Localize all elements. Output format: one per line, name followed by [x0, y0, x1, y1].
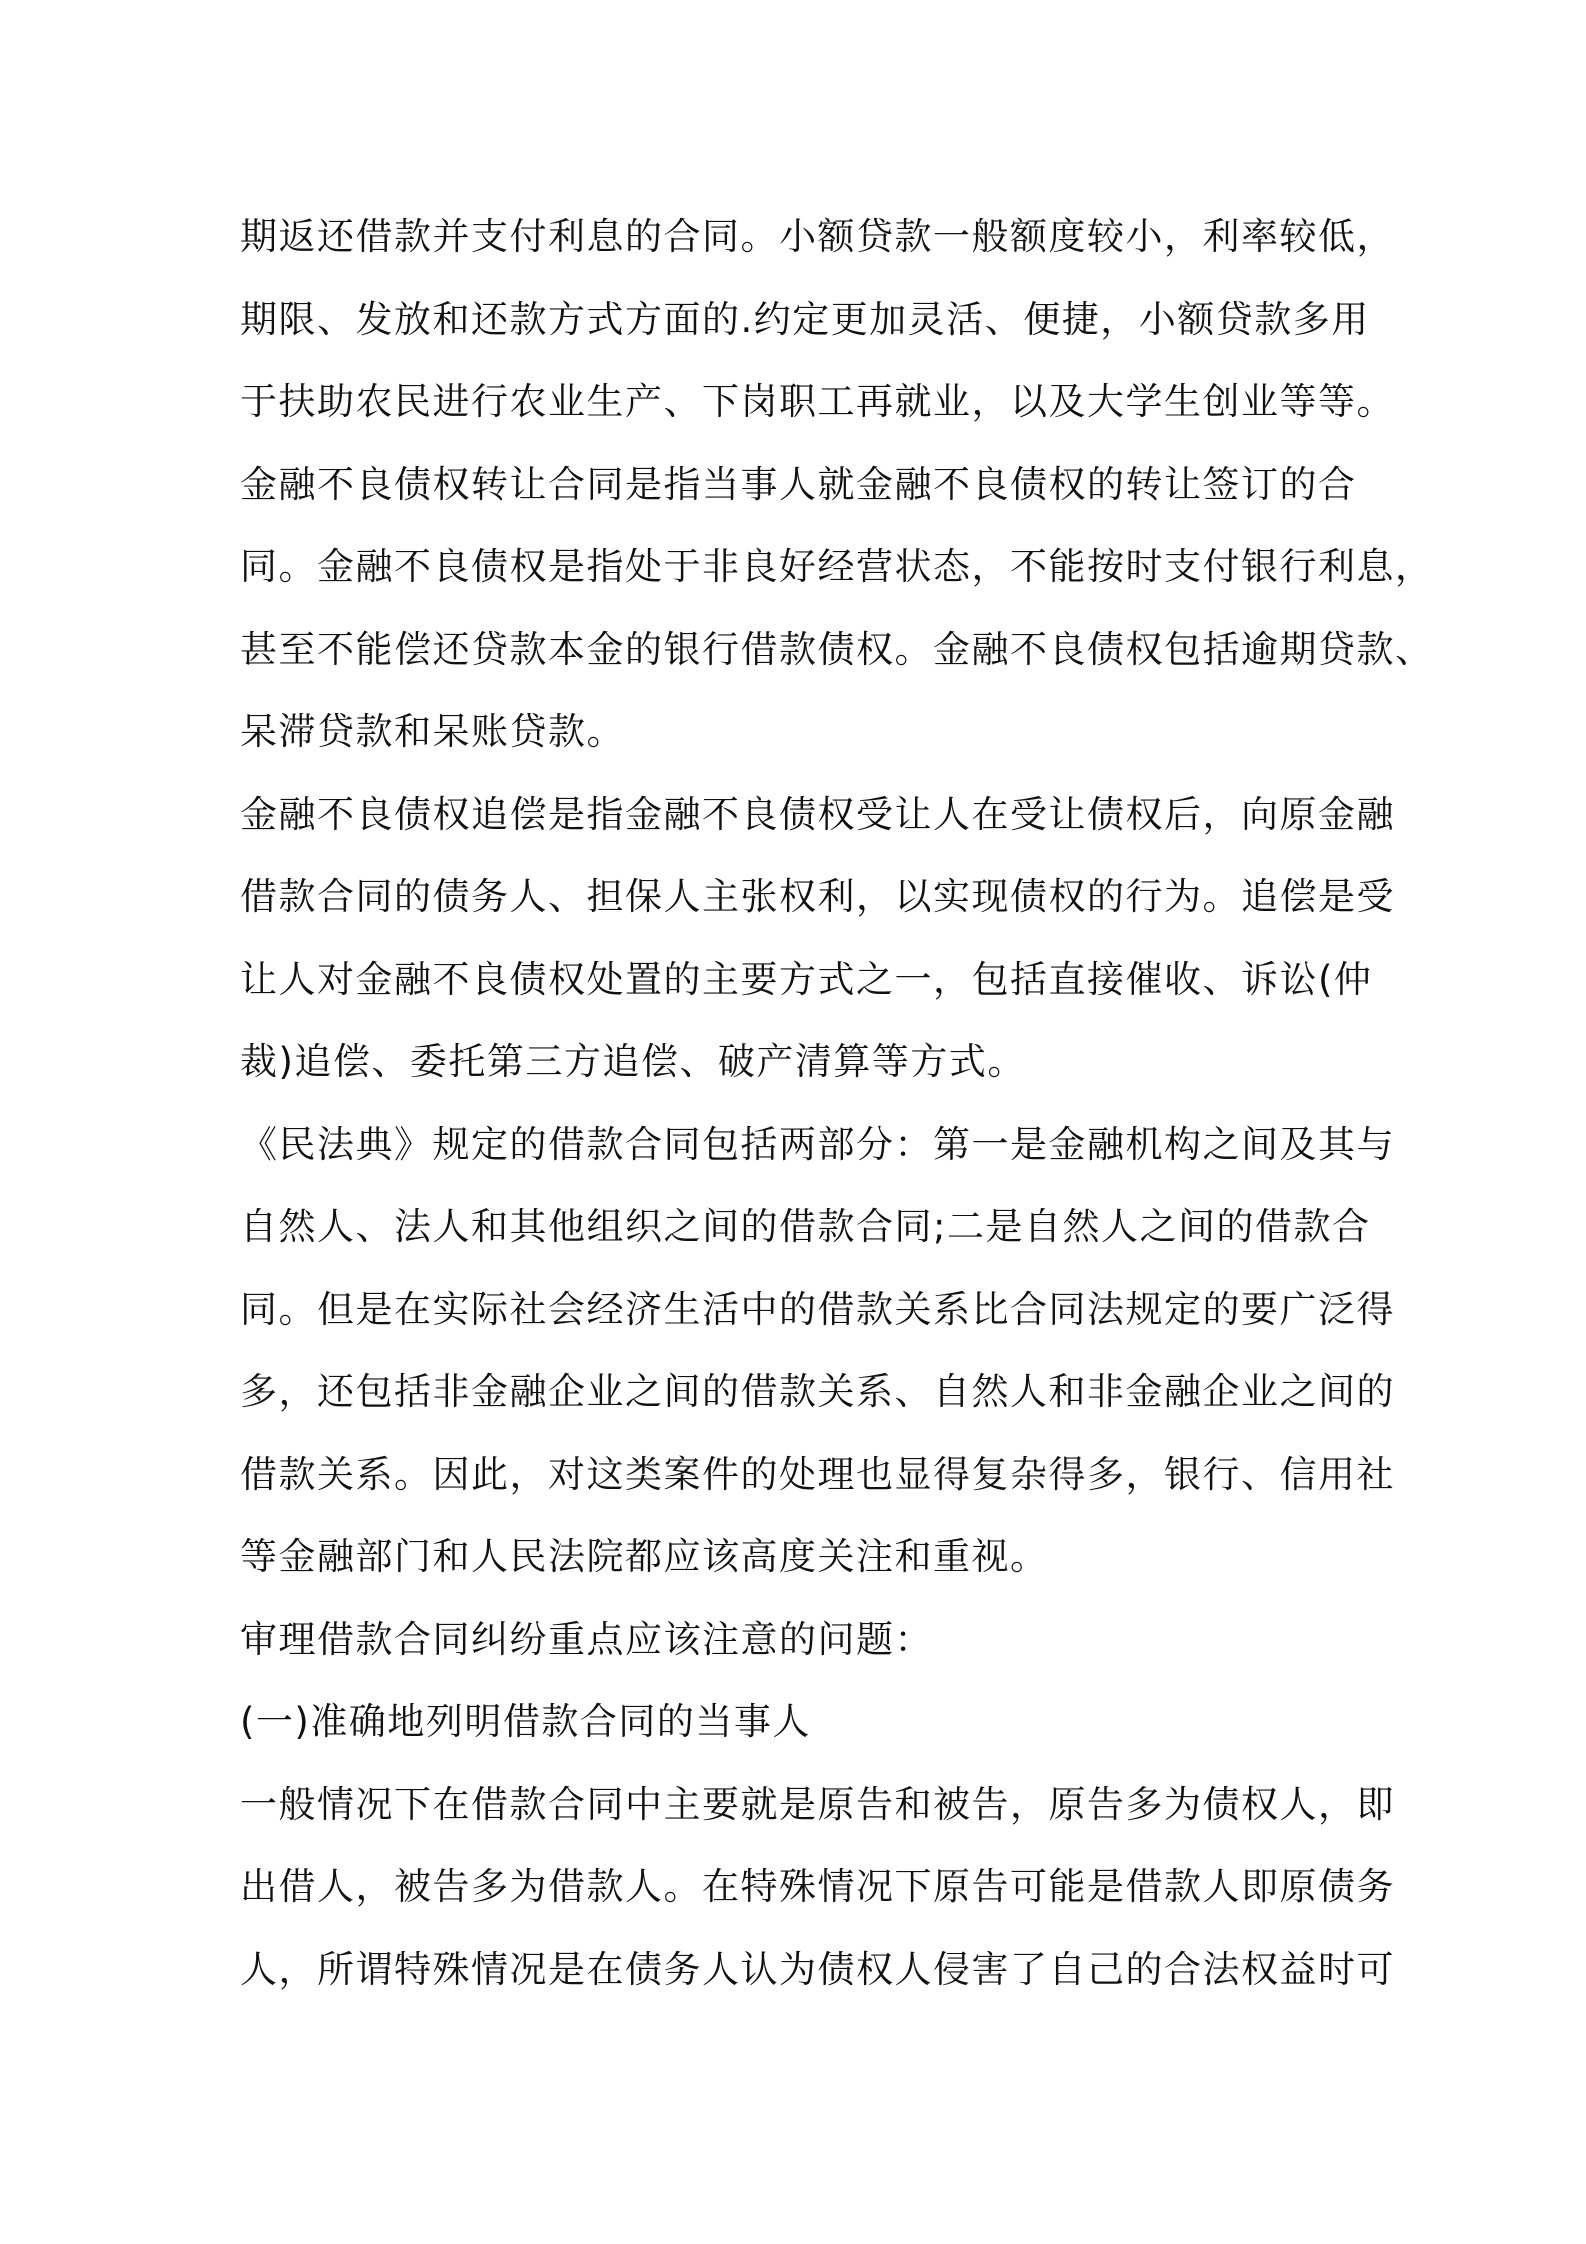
text-line: 甚至不能偿还贷款本金的银行借款债权。金融不良债权包括逾期贷款、	[240, 627, 1434, 671]
text-line: 自然人、法人和其他组织之间的借款合同;二是自然人之间的借款合	[240, 1205, 1371, 1248]
document-body	[240, 196, 1434, 2011]
text-line: 出借人，被告多为借款人。在特殊情况下原告可能是借款人即原债务	[240, 1865, 1395, 1908]
text-line: 金融不良债权追偿是指金融不良债权受让人在受让债权后，向原金融	[240, 792, 1395, 836]
text-line: 金融不良债权转让合同是指当事人就金融不良债权的转让签订的合	[240, 462, 1357, 506]
section-heading: 审理借款合同纠纷重点应该注意的问题：	[240, 1617, 933, 1661]
text-line: 一般情况下在借款合同中主要就是原告和被告，原告多为债权人，即	[240, 1782, 1395, 1826]
text-line: 人，所谓特殊情况是在债务人认为债权人侵害了自己的合法权益时可	[240, 1947, 1395, 1991]
text-line: 呆滞贷款和呆账贷款。	[240, 710, 625, 753]
text-line: 多，还包括非金融企业之间的借款关系、自然人和非金融企业之间的	[240, 1370, 1395, 1413]
text-line: 期返还借款并支付利息的合同。小额贷款一般额度较小，利率较低，	[240, 215, 1395, 258]
text-line: 等金融部门和人民法院都应该高度关注和重视。	[240, 1535, 1049, 1578]
text-line: 借款合同的债务人、担保人主张权利，以实现债权的行为。追偿是受	[240, 875, 1395, 918]
text-line: 借款关系。因此，对这类案件的处理也显得复杂得多，银行、信用社	[240, 1452, 1395, 1496]
text-line: 让人对金融不良债权处置的主要方式之一，包括直接催收、诉讼(仲	[240, 957, 1373, 1001]
text-line: 裁)追偿、委托第三方追偿、破产清算等方式。	[240, 1040, 1026, 1083]
text-line: 同。金融不良债权是指处于非良好经营状态，不能按时支付银行利息，	[240, 545, 1434, 588]
text-line: 期限、发放和还款方式方面的.约定更加灵活、便捷，小额贷款多用	[240, 297, 1370, 341]
subsection-heading: (一)准确地列明借款合同的当事人	[240, 1700, 811, 1743]
text-line: 于扶助农民进行农业生产、下岗职工再就业，以及大学生创业等等。	[240, 380, 1395, 423]
text-line: 同。但是在实际社会经济生活中的借款关系比合同法规定的要广泛得	[240, 1287, 1395, 1331]
text-line: 《民法典》规定的借款合同包括两部分：第一是金融机构之间及其与	[240, 1122, 1395, 1166]
